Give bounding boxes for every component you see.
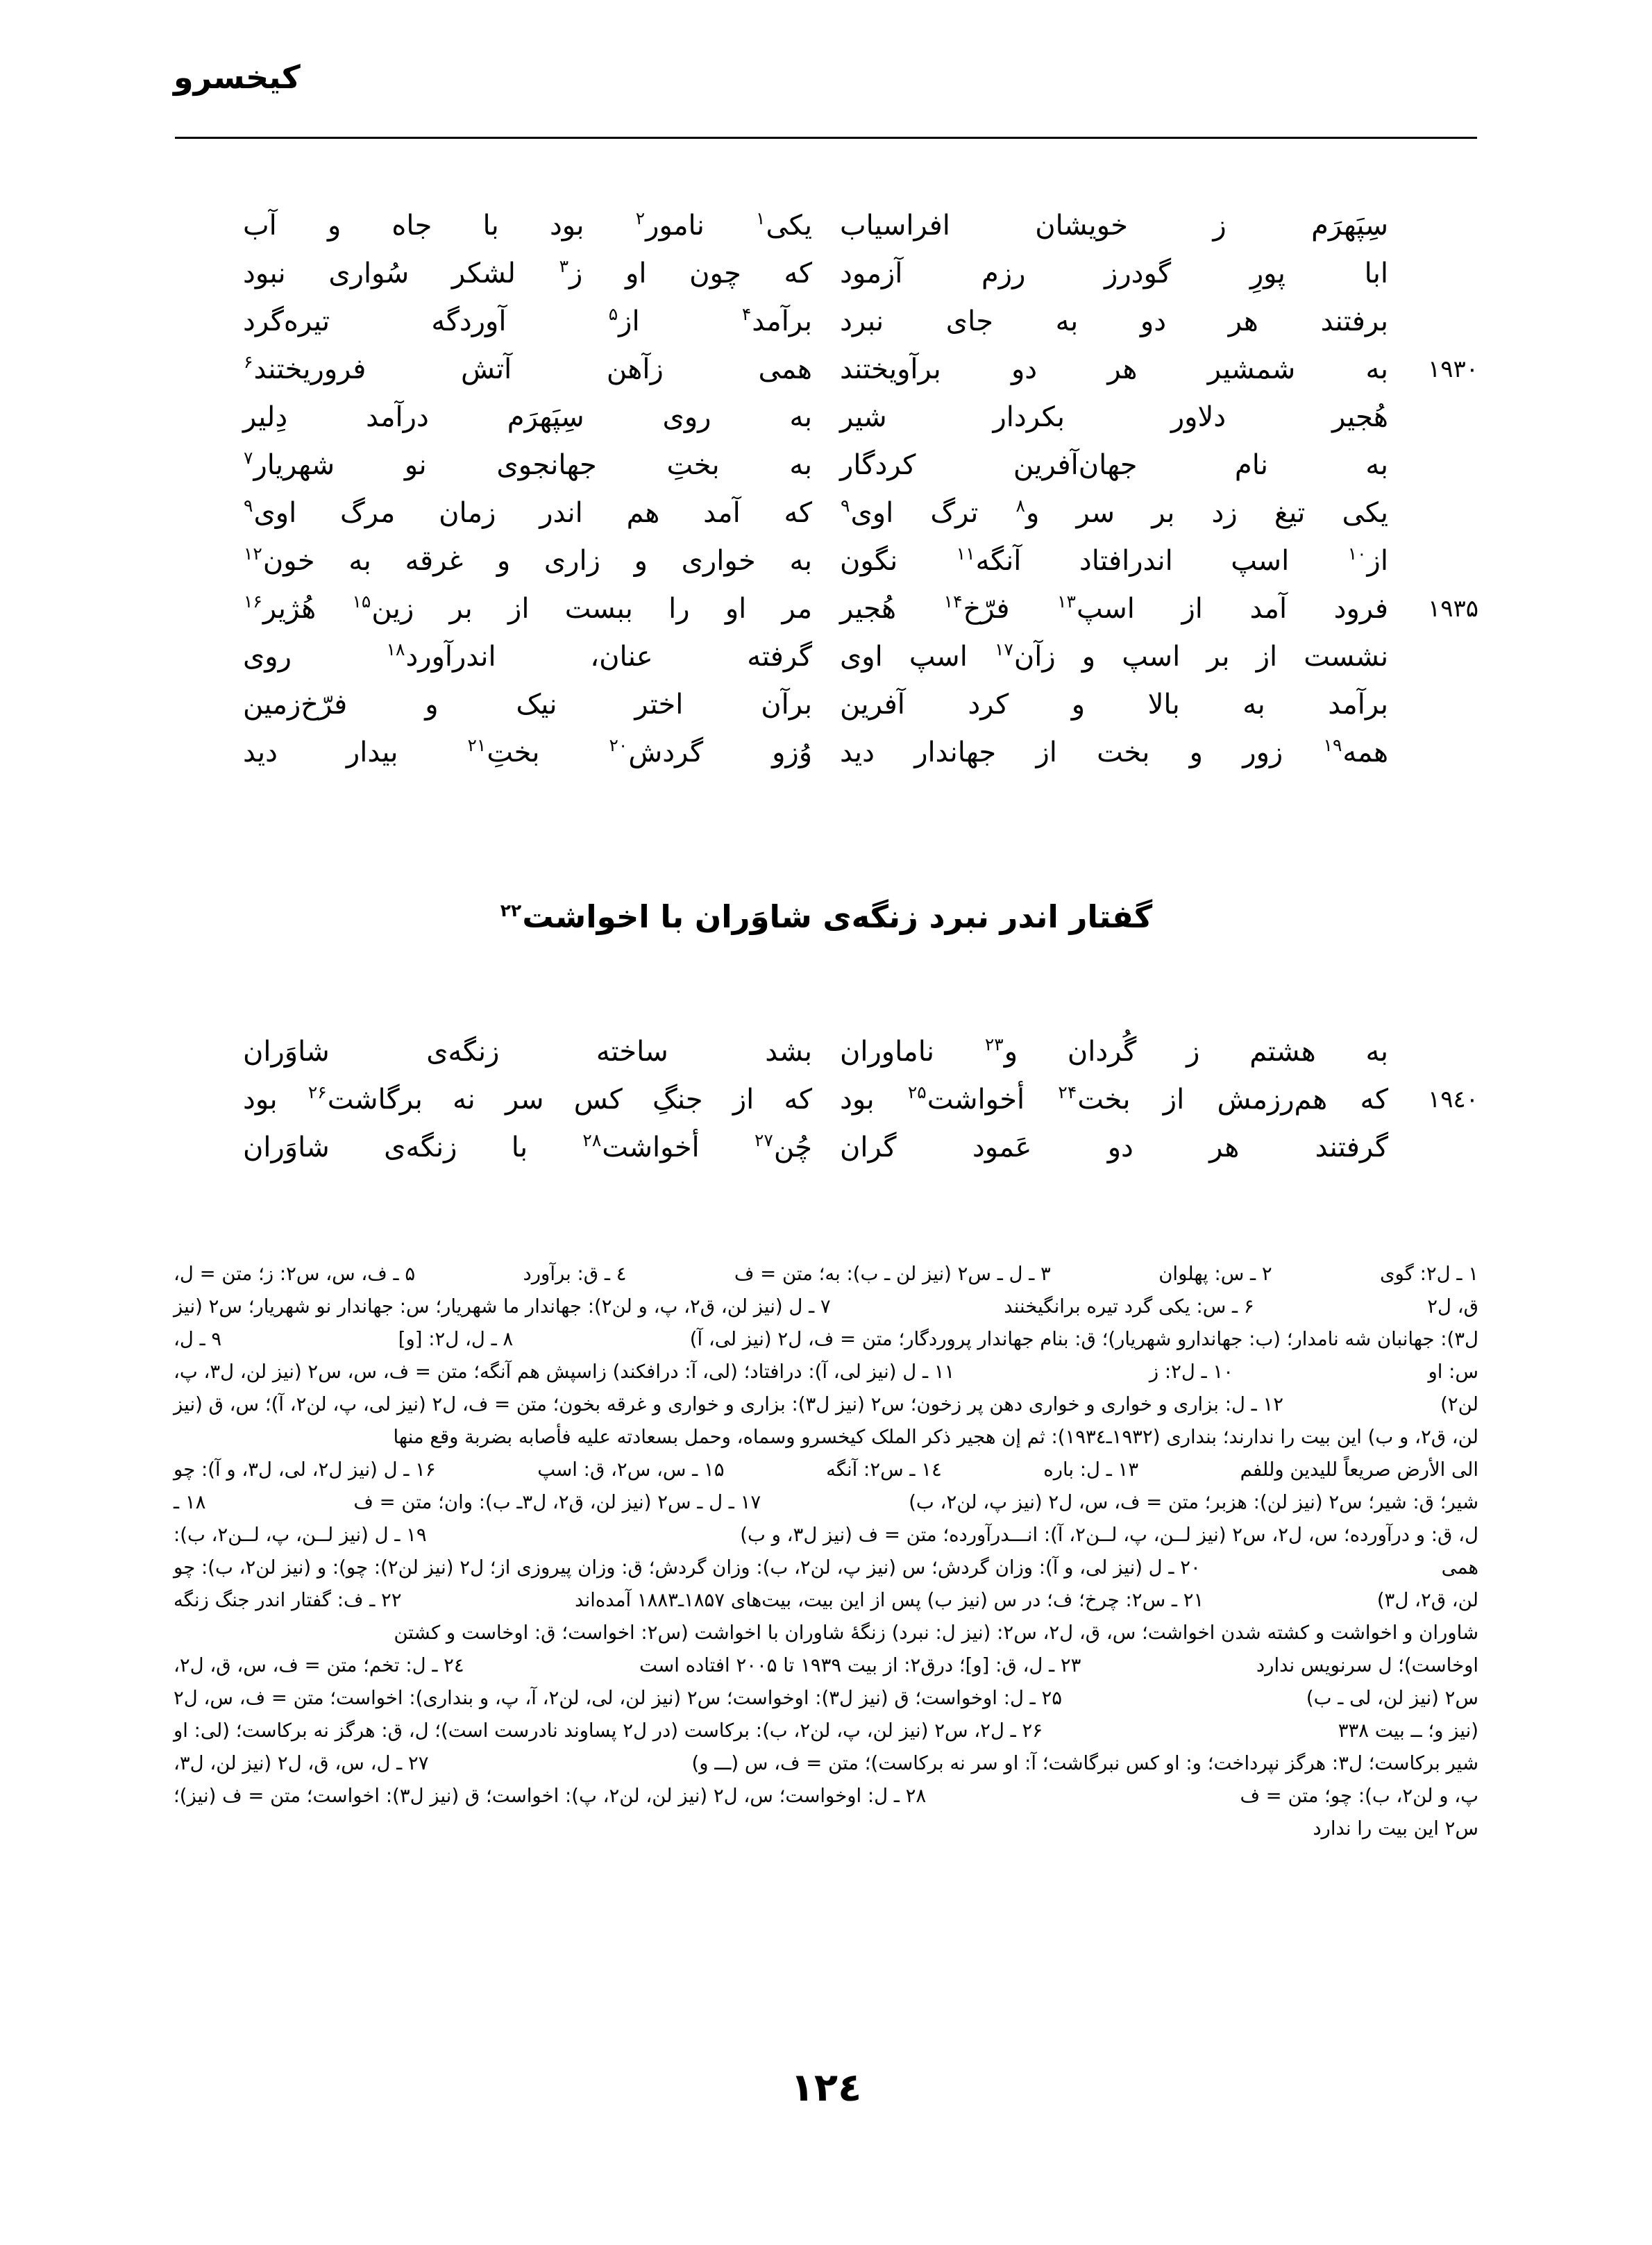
hemistich-first: سِپَهرَم ز خویشان افراسیاب bbox=[840, 209, 1388, 242]
hemistich-first: همه$^{۱۹}$ زور و بخت از جهاندار دید bbox=[840, 735, 1389, 768]
verse-line-number: ۱۹٤۰ bbox=[1427, 1085, 1478, 1113]
hemistich-first: به شمشیر هر دو برآویختند bbox=[840, 353, 1389, 385]
verse-line bbox=[174, 680, 1478, 728]
hemistich-first: برآمد به بالا و کرد آفرین bbox=[840, 688, 1389, 721]
hemistich-second: گرفته عنان، اندرآورد$^{۱۸}$ روی bbox=[243, 639, 813, 673]
critical-apparatus bbox=[174, 1258, 1478, 1845]
verse-line-number: ۱۹۳۵ bbox=[1427, 594, 1478, 623]
folio-number: ۱۲٤ bbox=[790, 2065, 862, 2110]
verse-line bbox=[174, 201, 1478, 249]
hemistich-first: که هم‌رزمش از بخت$^{۲۴}$ أخواشت$^{۲۵}$ بود bbox=[840, 1082, 1389, 1116]
apparatus-line: س: او ۱۰ ـ ل۲: ز ۱۱ ـ ل (نیز لی، آ): درافتاد؛ (لی، آ: درافکند) زاسپش هم آنگه؛ متن = ف، س، س۲ (نیز لن، ل۳، پ، bbox=[174, 1361, 1478, 1383]
apparatus-line: پ، و لن۲، ب): چو؛ متن = ف ۲۸ ـ ل: اوخواست؛ س، ل۲ (نیز لن، لن۲، پ): اخواست؛ ق (نیز ل۳): اخواست؛ متن = ف (نیز)؛ bbox=[174, 1785, 1478, 1807]
hemistich-second: به بختِ جهانجوی نو شهریار$^۷$ bbox=[244, 448, 812, 481]
verse-line bbox=[174, 489, 1478, 537]
hemistich-second: همی زآهن آتش فروریختند$^۶$ bbox=[244, 352, 813, 385]
hemistich-second: که چون او ز$^۳$ لشکر سُواری نبود bbox=[243, 256, 813, 289]
hemistich-second: مر او را ببست از بر زین$^{۱۵}$ هُژیر$^{۱۶}$ bbox=[244, 591, 813, 625]
apparatus-line: ل۳): جهانبان شه نامدار؛ (ب: جهاندارو شهریار)؛ ق: بنام جهاندار پرورد‌گار؛ متن = ف، ل۲ (نیز لی، آ) ۸ ـ ل، ل۲: [و] ۹ ـ ل، bbox=[174, 1328, 1478, 1350]
apparatus-line: شیر؛ ق: شیر؛ س۲ (نیز لن): هزبر؛ متن = ف، س، ل۲ (نیز پ، لن۲، ب) ۱۷ ـ ل ـ س۲ (نیز لن، ق۲، ل۳ـ ب): وان؛ متن = ف ۱۸ ـ bbox=[174, 1491, 1478, 1513]
hemistich-second: وُزو گردش$^{۲۰}$ بختِ$^{۲۱}$ بیدار دید bbox=[243, 735, 813, 768]
verse-line bbox=[174, 537, 1478, 585]
verse-line bbox=[174, 345, 1478, 393]
hemistich-first: نشست از بر اسپ و زآن$^{۱۷}$ اسپ اوی bbox=[840, 639, 1389, 673]
apparatus-line: ق، ل۲ ۶ ـ س: یکی گرد تیره برانگیخنند ۷ ـ ل (نیز لن، ق۲، پ، و لن۲): جهاندار ما شهریار؛ س: جهاندار نو شهریار؛ س۲ (نیز bbox=[174, 1295, 1478, 1318]
verse-line-number: ۱۹۳۰ bbox=[1427, 355, 1478, 383]
hemistich-first: از$^{۱۰}$ اسپ اندرافتاد آنگه$^{۱۱}$ نگون bbox=[840, 544, 1388, 577]
apparatus-line: لن۲) ۱۲ ـ ل: بزاری و خواری و خوارى دهن پر زخون؛ س۲ (نیز ل۳): بزاری و خواری و غرقه بخون؛ متن = ف، ل۲ (نیز لی، پ، لن۲، آ)؛ س، ق (نیز bbox=[174, 1393, 1478, 1415]
verse-line bbox=[174, 1075, 1478, 1123]
header-rule-divider bbox=[175, 137, 1477, 139]
verse-line bbox=[174, 393, 1478, 441]
hemistich-second: برآمد$^۴$ از$^۵$ آوردگه تیره‌گرد bbox=[243, 304, 813, 337]
hemistich-first: به نام جهان‌آفرین کردگار bbox=[840, 448, 1388, 481]
verse-line bbox=[174, 632, 1478, 680]
verse-line bbox=[174, 249, 1478, 297]
hemistich-first: گرفتند هر دو عَمود گران bbox=[840, 1131, 1389, 1163]
hemistich-first: به هشتم ز گُردان و$^{۲۳}$ ناماوران bbox=[840, 1034, 1389, 1068]
hemistich-first: فرود آمد از اسپ$^{۱۳}$ فرّخ$^{۱۴}$ هُجیر bbox=[840, 591, 1388, 625]
verse-line bbox=[174, 1123, 1478, 1171]
hemistich-first: ابا پورِ گودرز رزم آزمود bbox=[840, 257, 1389, 289]
hemistich-first: یکی تیغ زد بر سر و$^۸$ ترگ اوی$^۹$ bbox=[841, 496, 1389, 529]
apparatus-line: س۲ (نیز لن، لی ـ ب) ۲۵ ـ ل: اوخواست؛ ق (نیز ل۳): اوخواست؛ س۲ (نیز لن، لی، لن۲، آ، پ، و بنداری): اخواست؛ متن = ف، س، ل۲ bbox=[174, 1687, 1478, 1709]
apparatus-line: شاوران و اخواشت و کشته شدن اخواشت؛ س، ق، ل۲، س۲: (نیز ل: نبرد) زنگهٔ شاوران با اخواشت (س۲: اخواست؛ ق: اوخاست و کشتن bbox=[394, 1622, 1478, 1644]
apparatus-line: (نیز و؛ ــ بیت ۳۳۸ ۲۶ ـ ل۲، س۲ (نیز لن، پ، لن۲، ب): برکاست (در ل۲ پساوند نادرست است)؛ ل، ق: هرگز نه برکاست؛ (لی: او bbox=[174, 1720, 1478, 1742]
verse-block-upper bbox=[174, 201, 1478, 776]
apparatus-line: ل، ق: و درآورده؛ س، ل۲، س۲ (نیز لــن، پ، لــن۲، آ): انـــدرآورده؛ متن = ف (نیز ل۳، و ب) ۱۹ ـ ل (نیز لــن، پ، لــن۲، ب): bbox=[174, 1524, 1478, 1546]
hemistich-second: به خواری و زاری و غرقه به خون$^{۱۲}$ bbox=[244, 544, 813, 577]
hemistich-first: هُجیر دلاور بکردار شیر bbox=[840, 401, 1389, 433]
verse-line bbox=[174, 297, 1478, 345]
verse-line bbox=[174, 1027, 1478, 1075]
hemistich-first: برفتند هر دو به جای نبرد bbox=[840, 305, 1389, 337]
hemistich-second: چُن$^{۲۷}$ أخواشت$^{۲۸}$ با زنگه‌ی شاوَران bbox=[243, 1130, 813, 1163]
section-heading bbox=[174, 900, 1478, 934]
apparatus-line: شیر برکاست؛ ل۳: هرگز نپرداخت؛ و: او کس نبرگاشت؛ آ: او سر نه برکاست)؛ متن = ف، س (ـــ و) ۲۷ ـ ل، س، ق، ل۲ (نیز لن، ل۳، bbox=[174, 1752, 1478, 1774]
apparatus-line: اوخاست)؛ ل سرنویس ندارد ۲۳ ـ ل، ق: [و]؛ درق۲: از بیت ۱۹۳۹ تا ۲۰۰۵ افتاده است ۲٤ ـ ل: تخم؛ متن = ف، س، ق، ل۲، bbox=[174, 1654, 1478, 1676]
apparatus-line: س۲ این بیت را ندارد bbox=[1313, 1817, 1478, 1840]
hemistich-second: که از جنگِ کس سر نه برگاشت$^{۲۶}$ بود bbox=[243, 1082, 812, 1116]
apparatus-line: همى ۲۰ ـ ل (نیز لی، و آ): وزان گردش؛ س (نیز پ، لن۲، ب): وزان گردش؛ ق: وزان پیروزی از؛ ل۲ (نیز لن۲): چو): و (نیز لن۲، ب): چو bbox=[174, 1556, 1478, 1579]
running-header bbox=[174, 58, 1478, 96]
hemistich-second: که آمد هم اندر زمان مرگ اوی$^۹$ bbox=[244, 496, 812, 529]
verse-line bbox=[174, 441, 1478, 489]
apparatus-line: ۱ ـ ل۲: گوی ۲ ـ س: پهلوان ۳ ـ ل ـ س۲ (نیز لن ـ ب): به؛ متن = ف ٤ ـ ق: برآورد ۵ ـ ف، س، س۲: ز؛ متن = ل، bbox=[174, 1263, 1478, 1285]
section-heading-footnote-marker: ۲۲ bbox=[500, 900, 522, 920]
verse-block-lower bbox=[174, 1027, 1478, 1171]
verse-line bbox=[174, 728, 1478, 776]
apparatus-line: لن، ق۲، ل۳) ۲۱ ـ س۲: چرخ؛ ف؛ در س (نیز ب) پس از این بیت، بیت‌های ۱۸۵۷ـ۱۸۸۳ آمده‌اند ۲۲ ـ ف: گفتار اندر جنگ زنگه bbox=[174, 1589, 1478, 1611]
running-header-title: کیخسرو bbox=[174, 58, 301, 96]
apparatus-line: الى الأرض صریعاً للیدین وللفم ۱۳ ـ ل: باره ۱٤ ـ س۲: آنگه ۱۵ ـ س، س۲، ق: اسپ ۱۶ ـ ل (نیز ل۲، لی، ل۳، و آ): چو bbox=[174, 1458, 1479, 1481]
verse-line bbox=[174, 585, 1478, 632]
section-heading-text: گفتار اندر نبرد زنگه‌ی شاوَران با اخواشت bbox=[522, 898, 1153, 935]
hemistich-second: یکی$^۱$ نامور$^۲$ بود با جاه و آب bbox=[243, 208, 813, 242]
hemistich-second: بشد ساخته زنگه‌ی شاوَران bbox=[243, 1035, 813, 1068]
apparatus-line: لن، ق۲، و ب) این بیت را ندارند؛ بنداری (۱۹۳۲ـ۱۹۳٤): ثم إن هجیر ذکر الملک کیخسرو وسماه، وحمل بسعادته علیه فأصابه بضربة وقع منها bbox=[393, 1426, 1478, 1448]
hemistich-second: به روی سِپَهرَم درآمد دِلیر bbox=[243, 401, 813, 433]
hemistich-second: برآن اختر نیک و فرّخ‌زمین bbox=[243, 688, 812, 721]
